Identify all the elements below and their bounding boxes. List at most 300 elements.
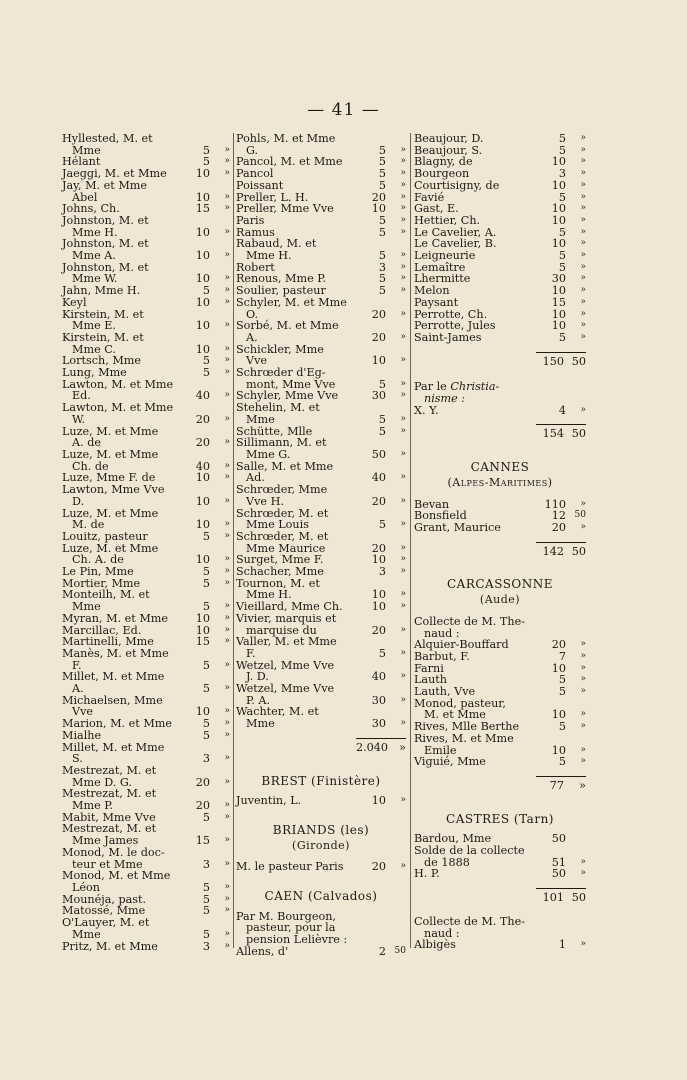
donor-entry [236, 180, 406, 192]
donor-entry [62, 238, 230, 261]
donor-amount: 5 [202, 565, 210, 579]
donor-entry [62, 613, 230, 625]
christianisme-title: Christia- nisme : [424, 380, 500, 406]
donor-amount: 20 [195, 436, 210, 450]
donor-name: Luze, Mme F. de [62, 471, 156, 485]
donor-cents: » [400, 448, 406, 459]
donor-amount: 5 [202, 892, 210, 906]
donor-cents: » [400, 861, 406, 872]
donor-cents: » [400, 308, 406, 319]
donor-amount: 10 [551, 284, 566, 298]
donor-cents: » [224, 729, 230, 740]
donor-name: Johnston, M. et Mme H. [62, 213, 149, 239]
donor-cents: » [400, 554, 406, 565]
donor-entry [236, 320, 406, 343]
donor-cents: » [224, 940, 230, 951]
donor-amount: 3 [378, 565, 386, 579]
donor-list [236, 795, 406, 807]
donor-cents: » [224, 718, 230, 729]
donor-entry [62, 367, 230, 379]
donor-amount: 10 [371, 794, 386, 808]
donor-amount: 5 [202, 155, 210, 169]
donor-amount: 10 [551, 155, 566, 169]
donor-amount: 5 [202, 143, 210, 157]
donor-amount: 40 [195, 459, 210, 473]
donor-cents: » [400, 589, 406, 600]
donor-name: Allens, d' [236, 944, 289, 958]
donor-cents: » [580, 296, 586, 307]
donor-amount: 20 [195, 775, 210, 789]
donor-cents: » [224, 530, 230, 541]
caen-total [414, 424, 586, 444]
donor-name: Stehelin, M. et Mme [236, 401, 320, 426]
donor-amount: 5 [558, 755, 566, 769]
donor-cents: » [224, 250, 230, 261]
donor-cents: » [224, 226, 230, 237]
total-amount: 142 [536, 542, 564, 558]
donor-name: Mialhe [62, 728, 102, 742]
donor-cents: » [400, 378, 406, 389]
donor-entry [414, 868, 586, 880]
donor-name: Monod, pasteur, M. et Mme [414, 696, 506, 722]
subtotal-cents: 50 [564, 352, 586, 368]
donor-name: Paysant [414, 295, 459, 309]
donor-cents: » [580, 331, 586, 342]
donor-cents: » [400, 718, 406, 729]
donor-cents: » [400, 671, 406, 682]
donor-name: Pancol [236, 167, 274, 181]
donor-cents: » [580, 133, 586, 143]
donor-cents: » [400, 542, 406, 553]
donor-amount: 5 [558, 225, 566, 239]
donor-amount: 5 [378, 178, 386, 192]
donor-cents: » [400, 413, 406, 424]
donor-name: Melon [414, 284, 450, 298]
donor-name: Beaujour, D. [414, 132, 484, 145]
donor-entry [236, 531, 406, 554]
donor-name: Blagny, de [414, 155, 473, 169]
donor-amount: 5 [202, 904, 210, 918]
donor-cents: » [580, 203, 586, 214]
donor-cents: » [580, 273, 586, 284]
donor-cents: » [400, 226, 406, 237]
donor-amount: 10 [551, 319, 566, 333]
donor-amount: 20 [371, 860, 386, 874]
donor-cents: » [224, 437, 230, 448]
donor-name: Jahn, Mme H. [62, 284, 141, 298]
donor-amount: 5 [378, 143, 386, 157]
donor-amount: 2 [378, 944, 386, 958]
donor-amount: 5 [558, 330, 566, 344]
donor-amount: 20 [551, 520, 566, 534]
donor-cents: » [580, 320, 586, 331]
donor-name: Le Pin, Mme [62, 565, 134, 579]
donor-amount: 10 [195, 249, 210, 263]
donor-amount: 10 [551, 237, 566, 251]
donor-amount: 10 [195, 705, 210, 719]
donor-amount: 5 [558, 720, 566, 734]
donor-name: Jay, M. et Mme Abel [62, 178, 148, 204]
donor-cents: » [400, 261, 406, 272]
donor-name: Lauth [414, 673, 448, 687]
donor-name: Sorbé, M. et Mme A. [236, 319, 339, 344]
donor-entry [62, 484, 230, 507]
donor-name: Mortier, Mme [62, 576, 141, 590]
donor-name: Soulier, pasteur [236, 284, 326, 298]
donor-amount: 20 [551, 638, 566, 652]
donor-name: Wetzel, Mme Vve P. A. [236, 682, 335, 707]
donor-entry [62, 671, 230, 694]
donor-cents: » [400, 168, 406, 179]
donor-entry [62, 941, 230, 953]
donor-name: H. P. [414, 867, 440, 881]
donor-amount: 10 [195, 611, 210, 625]
donor-cents: » [400, 191, 406, 202]
donor-list [236, 946, 406, 958]
donor-amount: 5 [378, 284, 386, 298]
donor-amount: 5 [202, 354, 210, 368]
donor-name: Martinelli, Mme [62, 635, 154, 649]
donor-amount: 5 [378, 213, 386, 227]
donor-entry [414, 698, 586, 721]
donor-name: Monteilh, M. et Mme [62, 588, 150, 614]
donor-list [414, 639, 586, 768]
donor-name: Lung, Mme [62, 366, 127, 380]
donor-name: Schütte, Mlle [236, 424, 313, 438]
donor-amount: 3 [202, 857, 210, 871]
donor-name: Millet, M. et Mme S. [62, 740, 165, 766]
donor-amount: 5 [202, 366, 210, 380]
donor-name: Schrœder, M. et Mme Maurice [236, 529, 329, 555]
donor-cents: 50 [574, 510, 586, 521]
donor-name: Valler, M. et Mme F. [236, 635, 337, 660]
donor-name: Bonsfield [414, 509, 467, 523]
donor-amount: 5 [378, 646, 386, 660]
donor-cents: » [224, 753, 230, 764]
donor-cents: » [580, 191, 586, 202]
donor-cents: » [224, 893, 230, 904]
donor-entry [62, 133, 230, 156]
carcassonne-total [414, 776, 586, 796]
donor-cents: » [400, 331, 406, 342]
donor-name: Farni [414, 661, 444, 675]
donor-amount: 5 [558, 260, 566, 274]
donor-amount: 40 [195, 389, 210, 403]
donor-amount: 10 [195, 623, 210, 637]
donor-entry [62, 870, 230, 893]
donor-cents: » [580, 498, 586, 509]
donor-entry [236, 861, 406, 873]
donor-name: Johnston, M. et Mme W. [62, 260, 149, 286]
donor-name: Schyler, Mme Vve [236, 389, 339, 403]
donor-name: Jaeggi, M. et Mme [62, 167, 167, 181]
donor-amount: 10 [371, 553, 386, 567]
donor-amount: 10 [195, 167, 210, 181]
donor-entry [62, 426, 230, 449]
donor-cents: » [400, 624, 406, 635]
donor-cents: » [580, 650, 586, 661]
donor-name: Schrœder, Mme Vve H. [236, 483, 328, 508]
donor-cents: » [224, 601, 230, 612]
section-heading-castres: CASTRES (Tarn) [446, 811, 554, 826]
donor-entry [62, 332, 230, 355]
christianisme-prefix: Par le [414, 380, 447, 394]
total-amount: 154 [536, 424, 564, 440]
donor-name: Solde de la collecte de 1888 [414, 844, 525, 869]
donor-cents: » [400, 179, 406, 190]
donor-cents: » [580, 226, 586, 237]
donor-entry [62, 449, 230, 472]
donor-cents: » [580, 639, 586, 650]
donor-amount: 5 [378, 518, 386, 532]
donor-amount: 5 [378, 167, 386, 181]
column-total [236, 738, 406, 758]
section-heading-brest: BREST (Finistère) [261, 773, 381, 788]
donor-name: Bardou, Mme [414, 832, 492, 846]
donor-amount: 5 [378, 249, 386, 263]
donor-cents: » [400, 519, 406, 530]
donor-entry [62, 823, 230, 846]
donor-amount: 5 [378, 225, 386, 239]
donor-entry [236, 215, 406, 227]
donor-cents: » [400, 694, 406, 705]
subtotal-amount: 150 [536, 352, 564, 368]
donor-entry [414, 180, 586, 192]
donor-name: Michaelsen, Mme Vve [62, 693, 163, 719]
donor-cents: » [400, 472, 406, 483]
donor-name: Mounéja, past. [62, 892, 147, 906]
donor-amount: 5 [558, 685, 566, 699]
donor-name: Johnston, M. et Mme A. [62, 237, 149, 263]
donor-amount: 10 [195, 342, 210, 356]
section-subheading: (Aude) [479, 593, 521, 607]
donor-name: Marion, M. et Mme [62, 717, 173, 731]
donor-amount: 5 [558, 132, 566, 145]
donor-amount: 10 [371, 202, 386, 216]
donor-entry [236, 437, 406, 460]
donor-entry [62, 788, 230, 811]
christianisme-block [414, 381, 586, 416]
page-number: — 41 — [307, 100, 380, 120]
total-cents: 50 [564, 542, 586, 558]
donor-cents: » [400, 203, 406, 214]
donor-entry [236, 566, 406, 578]
donor-name: Preller, L. H. [236, 190, 309, 204]
donor-cents: » [224, 320, 230, 331]
donor-cents: » [224, 156, 230, 167]
donor-amount: 20 [371, 494, 386, 508]
donor-name: Schrœder d'Eg- mont, Mme Vve [236, 366, 336, 391]
donor-cents: » [224, 519, 230, 530]
donor-entry [62, 262, 230, 285]
donor-entry [62, 297, 230, 309]
donor-name: Luze, M. et Mme Ch. de [62, 447, 159, 473]
donor-name: Lhermitte [414, 272, 471, 286]
donor-cents: » [224, 191, 230, 202]
donor-name: Kirstein, M. et Mme E. [62, 307, 144, 333]
donor-list [414, 833, 586, 880]
donor-name: X. Y. [414, 403, 439, 417]
column-middle [236, 133, 406, 958]
donor-entry [62, 589, 230, 612]
donor-cents: » [580, 709, 586, 720]
donor-amount: 20 [371, 307, 386, 321]
donor-cents: » [580, 721, 586, 732]
donor-amount: 5 [558, 249, 566, 263]
total-amount: 2.040 [356, 738, 384, 754]
column-divider [233, 133, 234, 948]
section-subheading: (Alpes-Maritimes) [447, 475, 553, 489]
donor-entry [236, 706, 406, 729]
donor-name: Lawton, Mme Vve D. [62, 483, 165, 508]
donor-amount: 7 [558, 649, 566, 663]
donor-name: Johns, Ch. [62, 202, 120, 216]
donor-cents: » [224, 343, 230, 354]
donor-entry [414, 522, 586, 534]
donor-name: Myran, M. et Mme [62, 611, 169, 625]
donor-name: Mabit, Mme Vve [62, 810, 156, 824]
donor-name: Keyl [62, 295, 87, 309]
donor-cents: » [400, 273, 406, 284]
donor-list [414, 499, 586, 534]
donor-cents: 50 [394, 945, 406, 956]
donor-name: Rabaud, M. et Mme H. [236, 237, 317, 263]
donor-cents: » [580, 856, 586, 867]
total-cents: » [564, 776, 586, 792]
total-amount: 77 [536, 776, 564, 792]
donor-amount: 1 [558, 938, 566, 952]
donor-cents: » [580, 308, 586, 319]
donor-cents: » [224, 858, 230, 869]
donor-cents: » [224, 636, 230, 647]
donor-cents: » [224, 835, 230, 846]
donor-cents: » [400, 156, 406, 167]
donor-cents: » [224, 390, 230, 401]
donor-cents: » [224, 554, 230, 565]
donor-entry [236, 133, 406, 156]
collection-note: Par M. Bourgeon, pasteur, pour la pension Lelièvre : [236, 909, 348, 947]
donor-name: Saint-James [414, 330, 482, 344]
donor-name: Leigneurie [414, 249, 476, 263]
donor-amount: 50 [371, 447, 386, 461]
donor-entry [236, 402, 406, 425]
donor-amount: 10 [551, 178, 566, 192]
donor-name: Lawton, M. et Mme W. [62, 401, 174, 426]
donor-name: Hélant [62, 155, 101, 169]
donor-cents: » [224, 367, 230, 378]
donor-cents: » [224, 273, 230, 284]
donor-cents: » [224, 659, 230, 670]
donor-cents: » [400, 144, 406, 155]
donor-entry [236, 238, 406, 261]
donor-entry [236, 578, 406, 601]
donor-name: Monod, M. et Mme Léon [62, 869, 171, 894]
donor-cents: » [580, 179, 586, 190]
donor-name: Schacher, Mme [236, 565, 324, 579]
donor-amount: 10 [195, 471, 210, 485]
donor-cents: » [224, 495, 230, 506]
donor-name: Schickler, Mme Vve [236, 342, 324, 368]
donor-amount: 5 [202, 284, 210, 298]
donor-cents: » [400, 425, 406, 436]
donor-name: Schyler, M. et Mme O. [236, 295, 347, 321]
donor-entry [236, 461, 406, 484]
donor-cents: » [580, 156, 586, 167]
donor-entry [414, 686, 586, 698]
donor-amount: 10 [371, 354, 386, 368]
donor-name: Paris [236, 213, 265, 227]
donor-cents: » [580, 662, 586, 673]
donor-cents: » [400, 566, 406, 577]
donor-amount: 30 [551, 272, 566, 286]
donor-amount: 5 [202, 529, 210, 543]
donor-amount: 50 [551, 832, 566, 846]
total-cents: » [384, 738, 406, 754]
donor-entry [414, 297, 586, 309]
donor-name: Millet, M. et Mme A. [62, 670, 165, 696]
donor-cents: » [224, 413, 230, 424]
section-heading-briands: BRIANDS (les) [272, 822, 370, 837]
donor-name: Beaujour, S. [414, 143, 483, 157]
donor-name: Perrotte, Ch. [414, 307, 488, 321]
donor-entry [62, 765, 230, 788]
donor-name: Rives, M. et Mme Emile [414, 731, 514, 757]
donor-cents: » [224, 800, 230, 811]
donor-amount: 30 [371, 693, 386, 707]
donor-name: Louitz, pasteur [62, 529, 148, 543]
donor-name: Surget, Mme F. [236, 553, 324, 567]
donor-amount: 5 [378, 424, 386, 438]
donor-cents: » [580, 250, 586, 261]
donor-amount: 5 [202, 810, 210, 824]
donor-amount: 3 [558, 167, 566, 181]
donor-amount: 10 [195, 494, 210, 508]
donor-entry [414, 939, 586, 951]
donor-amount: 5 [202, 576, 210, 590]
donor-name: Juventin, L. [236, 794, 302, 808]
donor-amount: 20 [195, 412, 210, 426]
donor-name: Luze, M. et Mme A. de [62, 424, 159, 450]
donor-amount: 20 [371, 190, 386, 204]
donor-amount: 5 [378, 412, 386, 426]
donor-entry [62, 180, 230, 203]
total-amount: 101 [536, 888, 564, 904]
donor-cents: » [580, 521, 586, 532]
donor-amount: 40 [371, 670, 386, 684]
collection-note: Collecte de M. The- naud : [414, 914, 525, 940]
donor-amount: 5 [202, 927, 210, 941]
donor-amount: 5 [378, 377, 386, 391]
donor-cents: » [224, 811, 230, 822]
cannes-total [414, 542, 586, 562]
donor-name: Mestrezat, M. et Mme P. [62, 787, 157, 813]
donor-cents: » [224, 905, 230, 916]
donor-amount: 15 [195, 834, 210, 848]
donor-name: Mestrezat, M. et Mme D. G. [62, 763, 157, 789]
donor-name: Bourgeon [414, 167, 470, 181]
donor-cents: » [224, 355, 230, 366]
donor-cents: » [224, 706, 230, 717]
donor-entry [62, 742, 230, 765]
donor-name: Sillimann, M. et Mme G. [236, 436, 327, 461]
donor-list [414, 939, 586, 951]
donor-cents: » [580, 674, 586, 685]
donor-amount: 20 [371, 541, 386, 555]
donor-cents: » [224, 296, 230, 307]
donor-amount: 10 [551, 661, 566, 675]
castres-total [414, 888, 586, 908]
donor-list [236, 861, 406, 873]
